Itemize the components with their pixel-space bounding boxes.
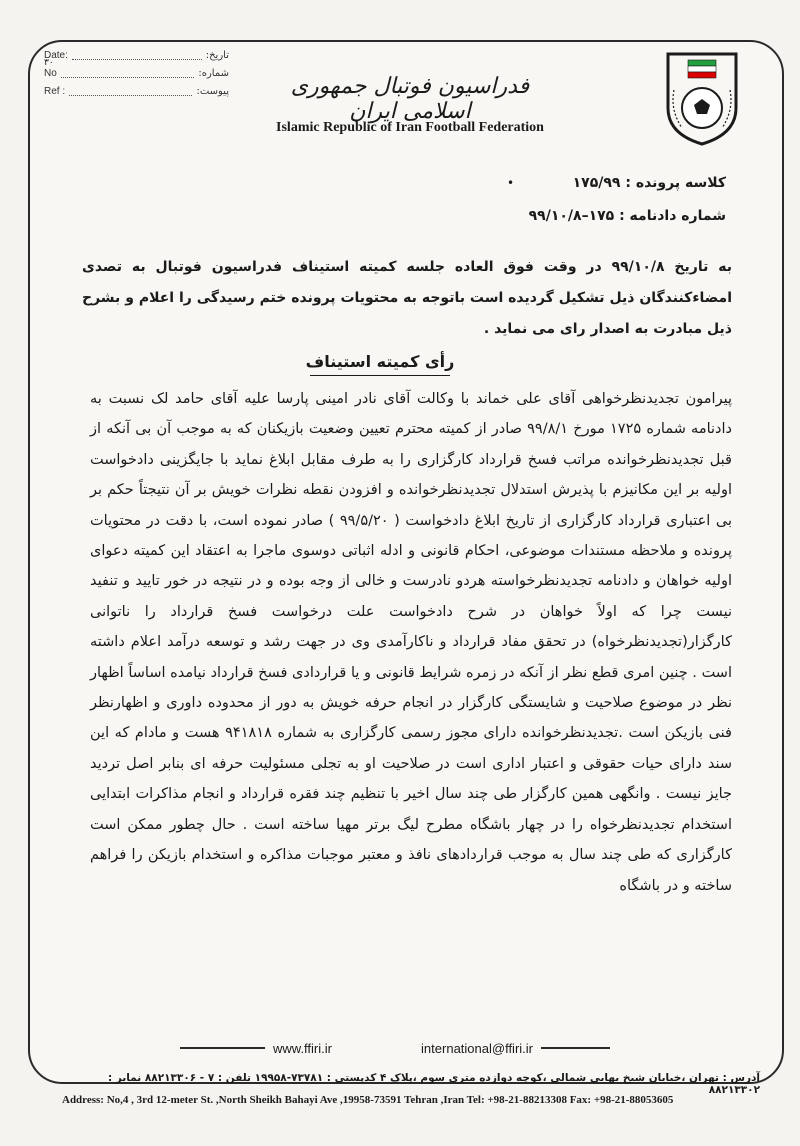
ref-dots (69, 86, 192, 96)
reference-block (44, 46, 229, 100)
ref-row (44, 82, 229, 100)
number-dots (61, 68, 195, 78)
date-label: Date: (44, 49, 68, 61)
section-title-underline (310, 375, 450, 376)
corner-mark: ۳۰ (44, 58, 54, 68)
number-label-fa: شماره: (198, 67, 229, 79)
address-en: Address: No,4 , 3rd 12-meter St. ,North Sheikh Bahayi Ave ,19958-73591 Tehran ,Iran Tel: +98-21-88213308 Fax: +98-21-88053605 (62, 1094, 674, 1106)
number-label: No (44, 67, 57, 79)
date-dots (72, 50, 202, 60)
stray-mark: • (507, 176, 515, 190)
ref-label: Ref : (44, 85, 66, 97)
date-row (44, 46, 229, 64)
footer-links (265, 1037, 541, 1059)
address-fa: آدرس : تهران ،خیابان شیخ بهایی شمالی ،کوچه دوازده متری سوم ،پلاک ۴ کدپستی : ۷۳۷۸۱-۱۹۹۵۸ تلفن : ۷ - ۸۸۲۱۳۳۰۶ نمابر : ۸۸۲۱۳۳۰۲ (107, 1072, 760, 1096)
date-label-fa: تاریخ: (205, 49, 229, 61)
ref-label-fa: پیوست: (196, 85, 229, 97)
federation-logo-icon (662, 50, 742, 146)
website-link[interactable]: www.ffiri.ir (273, 1040, 332, 1056)
federation-title-fa: فدراسیون فوتبال جمهوری اسلامی ایران (290, 74, 530, 124)
number-row (44, 64, 229, 82)
body-paragraph: پیرامون تجدیدنظرخواهی آقای علی خماند با وکالت آقای نادر امینی پارسا علیه آقای حامد لک نسبت به دادنامه شماره ۱۷۲۵ مورخ ۹۹/۸/۱ صادر از کمیته محترم تعیین وضعیت بازیکنان که به موجب آن بی آنکه از قبل تجدیدنظرخوانده مراتب فسخ قرارداد کارگزاری را به طرف مقابل ابلاغ نماید با جایگزینی دادخواست اولیه بر این مکانیزم با پذیرش استدلال تجدیدنظرخوانده و افزودن نقطه نظرات خویش بر آن نتیجتاً حکم بر بی اعتباری قرارداد کارگزاری از تاریخ ابلاغ دادخواست ( ۹۹/۵/۲۰ ) صادر نموده است، با دقت در محتویات پرونده و ملاحظه مستندات موضوعی، احکام قانونی و ادله اثباتی دوسوی ماجرا به اعتقاد این کمیته دعوای اولیه خواهان و دادنامه تجدیدنظرخواسته هردو نادرست و خالی از وجه بوده و در نتیجه در خور تایید و تنفید نیست چرا که اولاً خواهان در شرح دادخواست علت درخواست فسخ قرارداد را ناتوانی کارگزار(تجدیدنظرخواه) در تحقق مفاد قرارداد و ناکارآمدی وی در جهت رشد و توسعه درآمد اعلام داشته است . چنین امری قطع نظر از آنکه در زمره شرایط قانونی و یا قراردادی فسخ قرارداد نیامده اساساً اظهار نظر در موضوع صلاحیت و شایستگی کارگزار در انجام حرفه خویش به دور از محدوده داوری و اظهارنظر فنی بازیکن است .تجدیدنظرخوانده دارای مجوز رسمی کارگزاری به شماره ۹۴۱۸۱۸ هست و مادام که این سند دارای حیات حقوقی و اعتبار اداری است در صلاحیت او به تجلی مسئولیت حرفه ای بنابر اصل تردید جایز نیست . وانگهی همین کارگزار طی چند سال اخیر با تنظیم چند فقره قرارداد و انجام مذاکرات ابتدایی استخدام تجدیدنظرخواه را در چهار باشگاه مطرح لیگ برتر مهیا ساخته است . حال چطور ممکن است کارگزاری که طی چند سال به موجب قراردادهای نافذ و معتبر موجبات مذاکره و استخدام بازیکن را فراهم ساخته و در باشگاه (90, 391, 732, 894)
preamble-paragraph: به تاریخ ۹۹/۱۰/۸ در وقت فوق العاده جلسه کمیته استیناف فدراسیون فوتبال به تصدی امضاءکنندگان ذیل تشکیل گردیده است باتوجه به محتویات پرونده ختم رسیدگی را اعلام و بشرح ذیل مبادرت به اصدار رای می نماید . (82, 259, 733, 337)
email-link[interactable]: international@ffiri.ir (421, 1040, 533, 1056)
case-summary: کلاسه پرونده : ۱۷۵/۹۹ (572, 175, 726, 191)
section-title-text: رأی کمیته استیناف (305, 352, 455, 371)
federation-title-en: Islamic Republic of Iran Football Federation (276, 120, 544, 135)
section-title (300, 352, 460, 376)
verdict-number: شماره دادنامه : ۱۷۵–۹۹/۱۰/۸ (528, 208, 726, 224)
